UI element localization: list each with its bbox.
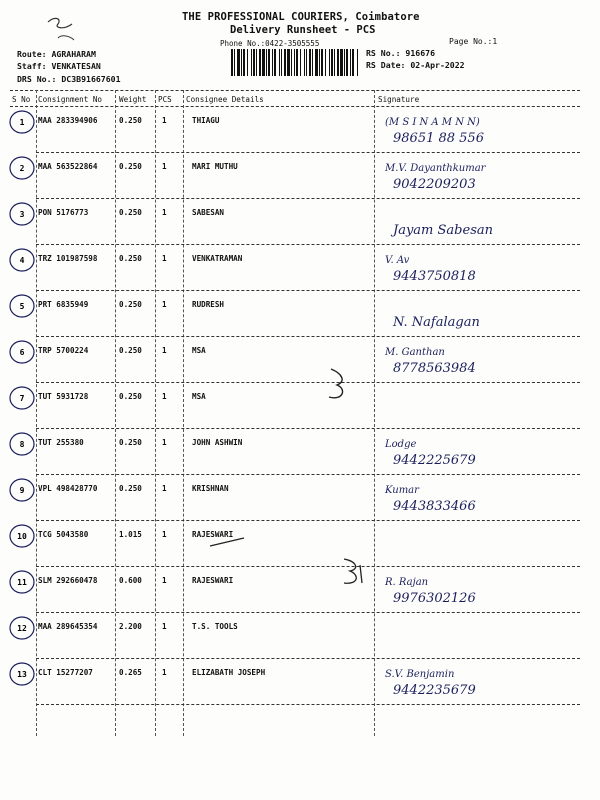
serial-number: 6 [19,348,25,357]
rs-number: RS No.: 916676 [366,48,436,58]
weight-value: 1.015 [119,530,142,539]
serial-circle [8,660,36,688]
signature [375,480,585,516]
serial-circle [8,154,36,182]
weight-value: 0.250 [119,392,142,401]
row-separator [36,704,580,705]
signature-note: S.V. Benjamin [385,669,455,680]
col-header-weight: Weight [119,95,147,104]
signature [375,664,585,700]
consignee-name: MARI MUTHU [192,162,238,171]
pcs-value: 1 [162,116,167,125]
pen-mark [208,532,248,552]
consignee-name: MSA [192,346,206,355]
pcs-value: 1 [162,438,167,447]
signature-note: (M S I N A M N N) [385,117,480,128]
row-separator [36,336,580,337]
serial-circle [8,522,36,550]
serial-circle [8,338,36,366]
weight-value: 2.200 [119,622,142,631]
col-header-pcs: PCS [158,95,172,104]
consignment-number: VPL 498428770 [38,484,98,493]
pcs-value: 1 [162,254,167,263]
consignee-name: VENKATRAMAN [192,254,243,263]
pcs-value: 1 [162,392,167,401]
serial-number: 4 [19,256,25,265]
weight-value: 0.250 [119,208,142,217]
signature-text: 9443750818 [393,269,476,284]
row-separator [36,244,580,245]
consignment-number: PON 5176773 [38,208,89,217]
phone-number: Phone No.:0422-3505555 [220,39,320,48]
pcs-value: 1 [162,300,167,309]
row-separator [36,290,580,291]
signature-text: 9442225679 [393,453,476,468]
drs-number: DRS No.: DC3B91667601 [17,74,121,84]
col-header-consignee: Consignee Details [186,95,264,104]
serial-number: 11 [17,578,27,587]
col-header-consignment: Consignment No [38,95,103,104]
consignment-number: TRZ 101987598 [38,254,98,263]
signature [375,572,585,608]
signature [375,296,585,332]
signature-note: M. Ganthan [385,347,445,358]
serial-circle [8,292,36,320]
pcs-value: 1 [162,162,167,171]
serial-circle [8,430,36,458]
signature [375,388,585,424]
serial-number: 9 [19,486,25,495]
consignment-number: TRP 5700224 [38,346,89,355]
signature [375,618,585,654]
consignment-number: TCG 5043580 [38,530,89,539]
consignment-number: MAA 289645354 [38,622,98,631]
signature-text: N. Nafalagan [393,315,480,330]
signature-text: Jayam Sabesan [393,223,493,238]
weight-value: 0.250 [119,438,142,447]
signature-text: 9042209203 [393,177,476,192]
serial-number: 1 [19,118,25,127]
barcode [231,49,361,76]
rs-date: RS Date: 02-Apr-2022 [366,60,465,70]
weight-value: 0.265 [119,668,142,677]
serial-number: 13 [17,670,27,679]
consignee-name: SABESAN [192,208,225,217]
consignment-number: MAA 563522864 [38,162,98,171]
column-divider [155,90,156,736]
row-separator [36,658,580,659]
serial-number: 7 [19,394,25,403]
weight-value: 0.250 [119,162,142,171]
pcs-value: 1 [162,346,167,355]
serial-circle [8,384,36,412]
pcs-value: 1 [162,530,167,539]
staff: Staff: VENKATESAN [17,61,101,71]
row-separator [36,428,580,429]
pen-mark [325,365,355,405]
weight-value: 0.600 [119,576,142,585]
route: Route: AGRAHARAM [17,49,96,59]
pcs-value: 1 [162,484,167,493]
serial-number: 5 [19,302,25,311]
column-divider [36,90,37,736]
serial-number: 2 [19,164,25,173]
pcs-value: 1 [162,668,167,677]
signature-note: Lodge [385,439,417,450]
row-separator [36,520,580,521]
signature-note: M.V. Dayanthkumar [385,163,486,174]
consignee-name: MSA [192,392,206,401]
serial-number: 10 [17,532,27,541]
page-number: Page No.:1 [449,37,498,46]
signature-text: 9443833466 [393,499,476,514]
weight-value: 0.250 [119,346,142,355]
serial-number: 8 [19,440,25,449]
handwritten-scribble [40,10,90,46]
signature [375,112,585,148]
pcs-value: 1 [162,622,167,631]
serial-circle [8,568,36,596]
signature [375,342,585,378]
pcs-value: 1 [162,576,167,585]
column-divider [115,90,116,736]
col-header-signature: Signature [378,95,420,104]
signature-text: 9442235679 [393,683,476,698]
row-separator [36,474,580,475]
row-separator [36,566,580,567]
signature-text: 8778563984 [393,361,476,376]
signature-note: R. Rajan [385,577,429,588]
header-bottom-rule [10,106,580,107]
column-divider [183,90,184,736]
signature [375,526,585,562]
signature-text: 9976302126 [393,591,476,606]
serial-circle [8,108,36,136]
col-header-sno: S No [12,95,31,104]
pcs-value: 1 [162,208,167,217]
consignment-number: PRT 6835949 [38,300,89,309]
signature-note: Kumar [385,485,419,496]
row-separator [36,152,580,153]
document-title: Delivery Runsheet - PCS [230,24,376,36]
consignee-name: KRISHNAN [192,484,229,493]
consignment-number: TUT 5931728 [38,392,89,401]
consignee-name: JOHN ASHWIN [192,438,243,447]
consignee-name: THIAGU [192,116,220,125]
consignment-number: MAA 283394906 [38,116,98,125]
signature [375,434,585,470]
signature-note: V. Av [385,255,410,266]
weight-value: 0.250 [119,116,142,125]
signature [375,158,585,194]
signature-text: 98651 88 556 [393,131,484,146]
consignee-name: RUDRESH [192,300,225,309]
row-separator [36,198,580,199]
serial-circle [8,200,36,228]
company-name: THE PROFESSIONAL COURIERS, Coimbatore [182,11,420,23]
serial-circle [8,614,36,642]
consignment-number: CLT 15277207 [38,668,93,677]
serial-circle [8,476,36,504]
weight-value: 0.250 [119,254,142,263]
serial-number: 12 [17,624,27,633]
consignee-name: RAJESWARI [192,576,234,585]
serial-number: 3 [19,210,25,219]
weight-value: 0.250 [119,300,142,309]
weight-value: 0.250 [119,484,142,493]
header-top-rule [10,90,580,91]
pen-mark [340,555,366,589]
consignment-number: TUT 255380 [38,438,84,447]
row-separator [36,612,580,613]
consignee-name: T.S. TOOLS [192,622,238,631]
consignment-number: SLM 292660478 [38,576,98,585]
consignee-name: RAJESWARI [192,530,234,539]
consignee-name: ELIZABATH JOSEPH [192,668,266,677]
signature [375,204,585,240]
signature [375,250,585,286]
row-separator [36,382,580,383]
serial-circle [8,246,36,274]
